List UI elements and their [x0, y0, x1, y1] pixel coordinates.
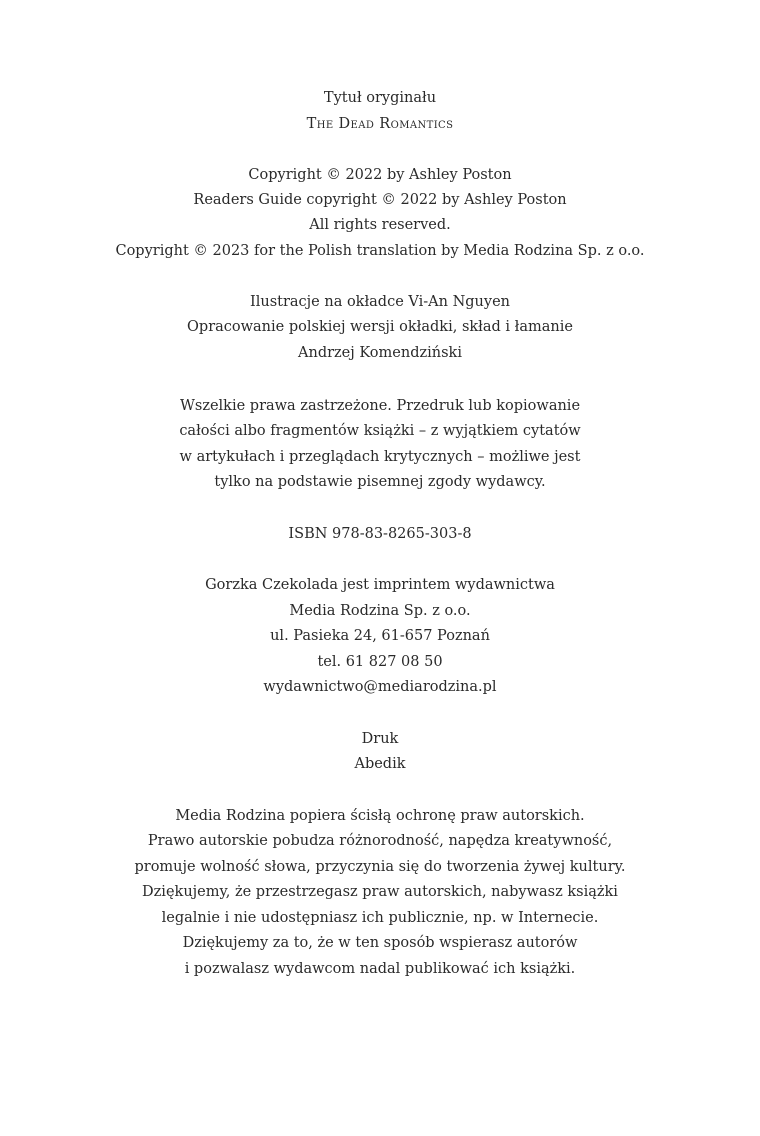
printer-name: Abedik [354, 756, 406, 772]
credits-line: Andrzej Komendziński [298, 345, 462, 361]
publisher-line: Media Rodzina Sp. z o.o. [289, 603, 471, 619]
copyright-line: Copyright © 2022 by Ashley Poston [248, 167, 512, 183]
publisher-address: ul. Pasieka 24, 61-657 Poznań [270, 628, 490, 644]
publisher-line: Gorzka Czekolada jest imprintem wydawnictwa [205, 577, 555, 593]
credits-line: Opracowanie polskiej wersji okładki, skład i łamanie [187, 319, 573, 335]
copyright-support-line: Dziękujemy, że przestrzegasz praw autorskich, nabywasz książki [142, 884, 618, 900]
rights-notice-line: całości albo fragmentów książki – z wyjątkiem cytatów [179, 423, 581, 439]
copyright-support-line: Media Rodzina popiera ścisłą ochronę praw autorskich. [175, 808, 585, 824]
printing-label: Druk [361, 731, 399, 747]
copyright-support-line: Dziękujemy za to, że w ten sposób wspierasz autorów [182, 935, 578, 951]
copyright-support-line: Prawo autorskie pobudza różnorodność, napędza kreatywność, [147, 833, 613, 849]
copyright-support-line: i pozwalasz wydawcom nadal publikować ich książki. [184, 961, 576, 977]
copyright-line: All rights reserved. [309, 217, 451, 233]
publisher-phone: tel. 61 827 08 50 [317, 654, 443, 670]
copyright-support-line: legalnie i nie udostępniasz ich publicznie, np. w Internecie. [161, 910, 599, 926]
copyright-line: Copyright © 2023 for the Polish translation by Media Rodzina Sp. z o.o. [115, 243, 645, 259]
rights-notice-line: Wszelkie prawa zastrzeżone. Przedruk lub kopiowanie [179, 398, 581, 414]
publisher-email: wydawnictwo@mediarodzina.pl [263, 679, 497, 695]
original-title-label: Tytuł oryginału [323, 90, 437, 106]
copyright-line: Readers Guide copyright © 2022 by Ashley Poston [193, 192, 567, 208]
credits-line: Ilustracje na okładce Vi-An Nguyen [250, 294, 510, 310]
rights-notice-line: tylko na podstawie pisemnej zgody wydawcy. [214, 474, 546, 490]
isbn: ISBN 978-83-8265-303-8 [288, 526, 472, 542]
copyright-support-line: promuje wolność słowa, przyczynia się do tworzenia żywej kultury. [134, 859, 626, 875]
rights-notice-line: w artykułach i przeglądach krytycznych – możliwe jest [179, 449, 581, 465]
original-title: The Dead Romantics [306, 116, 454, 132]
